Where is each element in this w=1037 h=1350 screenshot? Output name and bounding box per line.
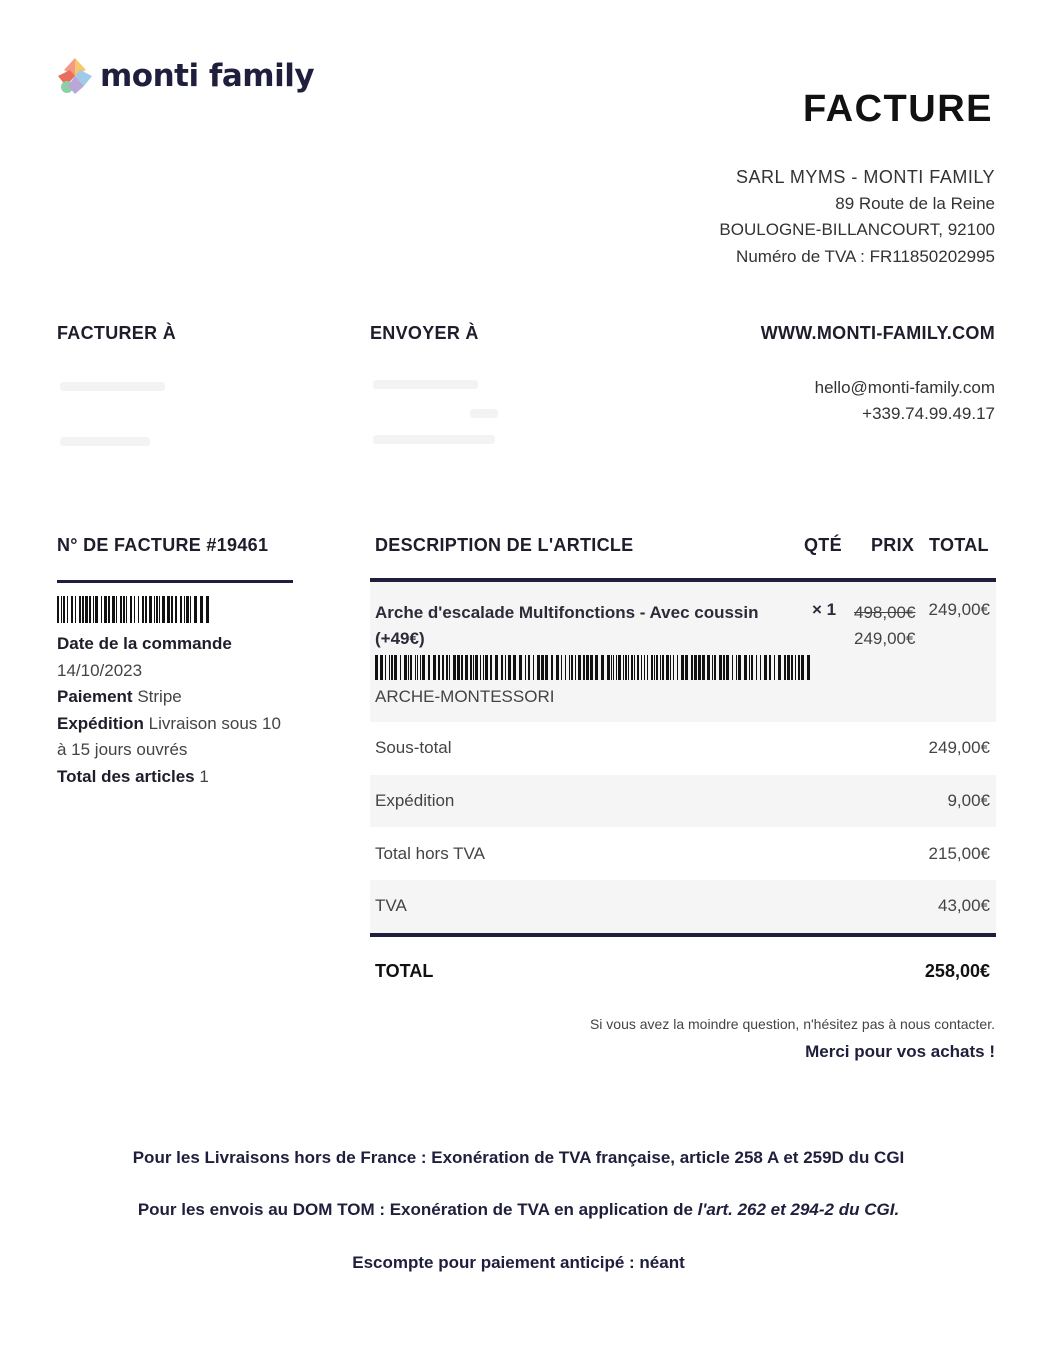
barcode-bar	[634, 655, 635, 680]
barcode-bar	[625, 655, 627, 680]
barcode-bar	[95, 596, 98, 623]
barcode-bar	[67, 596, 68, 623]
barcode-bar	[375, 655, 378, 680]
divider	[57, 580, 293, 583]
barcode-bar	[571, 655, 573, 680]
barcode-bar	[134, 596, 135, 623]
barcode-bar	[525, 655, 526, 680]
contact-note: Si vous avez la moindre question, n'hésitez pas à nous contacter.	[589, 1016, 995, 1032]
barcode-bar	[795, 655, 796, 680]
barcode-bar	[732, 655, 733, 680]
barcode-bar	[480, 655, 481, 680]
barcode-bar	[751, 655, 753, 680]
barcode-bar	[61, 596, 62, 623]
barcode-bar	[446, 655, 448, 680]
barcode-bar	[533, 655, 534, 680]
summary-label: Sous-total	[375, 738, 452, 758]
barcode-bar	[145, 596, 147, 623]
barcode-bar	[691, 655, 693, 680]
barcode-bar	[618, 655, 621, 680]
barcode-bar	[590, 655, 593, 680]
item-qty: × 1	[812, 600, 837, 619]
document-title: FACTURE	[803, 88, 993, 130]
barcode-bar	[637, 655, 639, 680]
barcode-bar	[628, 655, 629, 680]
barcode-bar	[82, 596, 84, 623]
barcode-bar	[561, 655, 562, 680]
barcode-bar	[130, 596, 132, 623]
barcode-bar	[385, 655, 386, 680]
barcode-bar	[607, 655, 610, 680]
redacted-bill-to-line	[60, 437, 150, 446]
barcode-bar	[583, 655, 585, 680]
barcode-bar	[93, 596, 94, 623]
barcode-bar	[457, 655, 460, 680]
barcode-bar	[774, 655, 775, 680]
barcode-bar	[654, 655, 655, 680]
item-total: 249,00€	[928, 600, 990, 619]
barcode-bar	[738, 655, 741, 680]
barcode-bar	[660, 655, 661, 680]
barcode-bar	[505, 655, 506, 680]
col-price: PRIX	[871, 535, 915, 555]
barcode-bar	[120, 596, 122, 623]
barcode-bar	[408, 655, 409, 680]
thanks-message: Merci pour vos achats !	[805, 1042, 995, 1061]
item-barcode	[375, 655, 812, 680]
barcode-bar	[142, 596, 144, 623]
barcode-bar	[415, 655, 416, 680]
ship-to-heading: ENVOYER À	[370, 323, 479, 343]
barcode-bar	[586, 655, 589, 680]
barcode-bar	[470, 655, 472, 680]
barcode-bar	[206, 596, 209, 623]
barcode-bar	[63, 596, 65, 623]
barcode-bar	[670, 655, 671, 680]
barcode-bar	[641, 655, 642, 680]
barcode-bar	[501, 655, 503, 680]
barcode-bar	[778, 655, 781, 680]
summary-value: 215,00€	[928, 843, 990, 863]
barcode-bar	[736, 655, 737, 680]
summary-row	[370, 827, 996, 880]
barcode-bar	[417, 655, 418, 680]
barcode-bar	[473, 655, 474, 680]
company-city: BOULOGNE-BILLANCOURT, 92100	[719, 220, 995, 239]
barcode-bar	[495, 655, 498, 680]
barcode-bar	[595, 655, 598, 680]
barcode-bar	[79, 596, 81, 623]
items-total-label: Total des articles	[57, 766, 195, 786]
barcode-bar	[394, 655, 397, 680]
footer-line-domtom	[0, 1200, 1037, 1220]
barcode-bar	[190, 596, 191, 623]
barcode-bar	[485, 655, 488, 680]
barcode-bar	[726, 655, 729, 680]
barcode-bar	[749, 655, 750, 680]
barcode-bar	[433, 655, 436, 680]
barcode-bar	[714, 655, 716, 680]
order-info	[57, 580, 293, 790]
barcode-bar	[438, 655, 440, 680]
barcode-bar	[681, 655, 684, 680]
barcode-bar	[89, 596, 91, 623]
barcode-bar	[807, 655, 810, 680]
barcode-bar	[556, 655, 559, 680]
item-name: Arche d'escalade Multifonctions - Avec coussin (+49€)	[375, 603, 759, 648]
contact-block	[815, 375, 995, 427]
barcode-bar	[651, 655, 653, 680]
summary-label: Expédition	[375, 791, 455, 811]
logo-mark-icon	[56, 56, 94, 96]
barcode-bar	[508, 655, 511, 680]
barcode-bar	[698, 655, 701, 680]
contact-email[interactable]: hello@monti-family.com	[814, 378, 995, 397]
summary-value: 9,00€	[947, 791, 990, 811]
barcode-bar	[380, 655, 383, 680]
barcode-bar	[787, 655, 790, 680]
barcode-bar	[644, 655, 645, 680]
order-date-label: Date de la commande	[57, 634, 232, 653]
shipping-value: Livraison sous 10 à 15 jours ouvrés	[57, 713, 281, 759]
barcode-bar	[613, 655, 614, 680]
barcode-bar	[685, 655, 688, 680]
item-old-price: 498,00€	[854, 603, 916, 622]
barcode-bar	[541, 655, 544, 680]
barcode-bar	[154, 596, 155, 623]
barcode-bar	[707, 655, 710, 680]
item-price	[854, 600, 915, 652]
barcode-bar	[694, 655, 697, 680]
barcode-bar	[490, 655, 492, 680]
summary-value: 249,00€	[928, 738, 990, 758]
footer-line-export: Pour les Livraisons hors de France : Exonération de TVA française, article 258 A et 259D du CGI	[132, 1148, 905, 1167]
summary-row	[370, 775, 996, 828]
summary-label: TVA	[375, 896, 407, 916]
items-table	[370, 578, 996, 982]
invoice-number: N° DE FACTURE #19461	[57, 535, 269, 555]
barcode-bar	[180, 596, 182, 623]
payment-label: Paiement	[57, 687, 133, 706]
company-vat: Numéro de TVA : FR11850202995	[736, 246, 995, 266]
barcode-bar	[75, 596, 76, 623]
barcode-bar	[764, 655, 767, 680]
barcode-bar	[513, 655, 516, 680]
barcode-bar	[801, 655, 804, 680]
barcode-bar	[575, 655, 576, 680]
footer-line-discount: Escompte pour paiement anticipé : néant	[352, 1253, 685, 1272]
barcode-bar	[702, 655, 705, 680]
barcode-bar	[673, 655, 674, 680]
logo-text: monti family	[100, 58, 315, 94]
barcode-bar	[623, 655, 624, 680]
barcode-bar	[449, 655, 450, 680]
barcode-bar	[108, 596, 110, 623]
company-address	[719, 164, 995, 270]
barcode-bar	[186, 596, 189, 623]
barcode-bar	[662, 655, 664, 680]
redacted-bill-to-line	[60, 382, 165, 391]
barcode-bar	[565, 655, 566, 680]
barcode-bar	[483, 655, 484, 680]
grand-total-row	[370, 937, 996, 982]
barcode-bar	[57, 596, 59, 623]
barcode-bar	[719, 655, 722, 680]
grand-total-value: 258,00€	[924, 960, 990, 981]
barcode-bar	[101, 596, 102, 623]
barcode-bar	[528, 655, 530, 680]
barcode-bar	[545, 655, 548, 680]
barcode-bar	[400, 655, 401, 680]
barcode-bar	[422, 655, 425, 680]
col-qty: QTÉ	[804, 535, 842, 555]
brand-logo	[56, 56, 314, 96]
barcode-bar	[756, 655, 757, 680]
barcode-bar	[784, 655, 786, 680]
barcode-bar	[156, 596, 158, 623]
barcode-bar	[104, 596, 107, 623]
barcode-bar	[410, 655, 412, 680]
barcode-bar	[85, 596, 88, 623]
barcode-bar	[798, 655, 800, 680]
barcode-bar	[601, 655, 604, 680]
item-current-price: 249,00€	[854, 629, 916, 648]
barcode-bar	[171, 596, 173, 623]
summary-value: 43,00€	[938, 896, 990, 916]
barcode-bar	[791, 655, 793, 680]
barcode-bar	[611, 655, 612, 680]
barcode-bar	[647, 655, 648, 680]
summary-label: Total hors TVA	[375, 843, 485, 863]
items-total-value: 1	[199, 766, 209, 786]
barcode-bar	[537, 655, 540, 680]
barcode-bar	[677, 655, 678, 680]
barcode-bar	[656, 655, 658, 680]
barcode-bar	[769, 655, 771, 680]
barcode-bar	[465, 655, 468, 680]
table-row	[370, 582, 996, 722]
shipping-label: Expédition	[57, 713, 144, 733]
barcode-bar	[123, 596, 125, 623]
barcode-bar	[578, 655, 581, 680]
barcode-bar	[760, 655, 761, 680]
barcode-bar	[519, 655, 522, 680]
footer-domtom-text: Pour les envois au DOM TOM : Exonération de TVA en application de	[137, 1200, 693, 1219]
redacted-ship-to-line	[373, 435, 495, 444]
barcode-bar	[167, 596, 170, 623]
barcode-bar	[200, 596, 203, 623]
barcode-bar	[138, 596, 139, 623]
company-street: 89 Route de la Reine	[835, 193, 995, 213]
barcode-bar	[666, 655, 669, 680]
barcode-bar	[194, 596, 197, 623]
barcode-bar	[112, 596, 115, 623]
order-date: 14/10/2023	[57, 660, 143, 680]
barcode-bar	[391, 655, 393, 680]
barcode-bar	[116, 596, 117, 623]
item-sku: ARCHE-MONTESSORI	[375, 687, 555, 706]
payment-value: Stripe	[137, 687, 182, 706]
barcode-bar	[126, 596, 127, 623]
grand-total-label: TOTAL	[375, 960, 434, 981]
barcode-bar	[404, 655, 407, 680]
barcode-bar	[569, 655, 570, 680]
barcode-bar	[162, 596, 165, 623]
col-description: DESCRIPTION DE L'ARTICLE	[375, 535, 634, 555]
barcode-bar	[744, 655, 747, 680]
barcode-bar	[175, 596, 177, 623]
barcode-bar	[616, 655, 617, 680]
website-link[interactable]: WWW.MONTI-FAMILY.COM	[760, 323, 995, 343]
redacted-ship-to-line	[470, 409, 498, 418]
barcode-bar	[551, 655, 553, 680]
barcode-bar	[475, 655, 478, 680]
barcode-bar	[420, 655, 421, 680]
col-total: TOTAL	[929, 535, 989, 555]
barcode-bar	[159, 596, 160, 623]
barcode-bar	[149, 596, 152, 623]
barcode-bar	[723, 655, 725, 680]
company-name: SARL MYMS - MONTI FAMILY	[735, 167, 995, 187]
barcode-bar	[389, 655, 390, 680]
bill-to-heading: FACTURER À	[57, 323, 176, 343]
barcode-bar	[712, 655, 713, 680]
barcode-bar	[461, 655, 463, 680]
summary-row	[370, 722, 996, 775]
invoice-barcode	[57, 596, 293, 623]
summary-row	[370, 880, 996, 933]
footer-domtom-ref: l'art. 262 et 294-2 du CGI.	[697, 1200, 900, 1219]
barcode-bar	[442, 655, 444, 680]
barcode-bar	[428, 655, 430, 680]
barcode-bar	[453, 655, 456, 680]
barcode-bar	[184, 596, 185, 623]
redacted-ship-to-line	[373, 380, 478, 389]
barcode-bar	[631, 655, 633, 680]
barcode-bar	[71, 596, 73, 623]
contact-phone[interactable]: +339.74.99.49.17	[862, 404, 995, 423]
